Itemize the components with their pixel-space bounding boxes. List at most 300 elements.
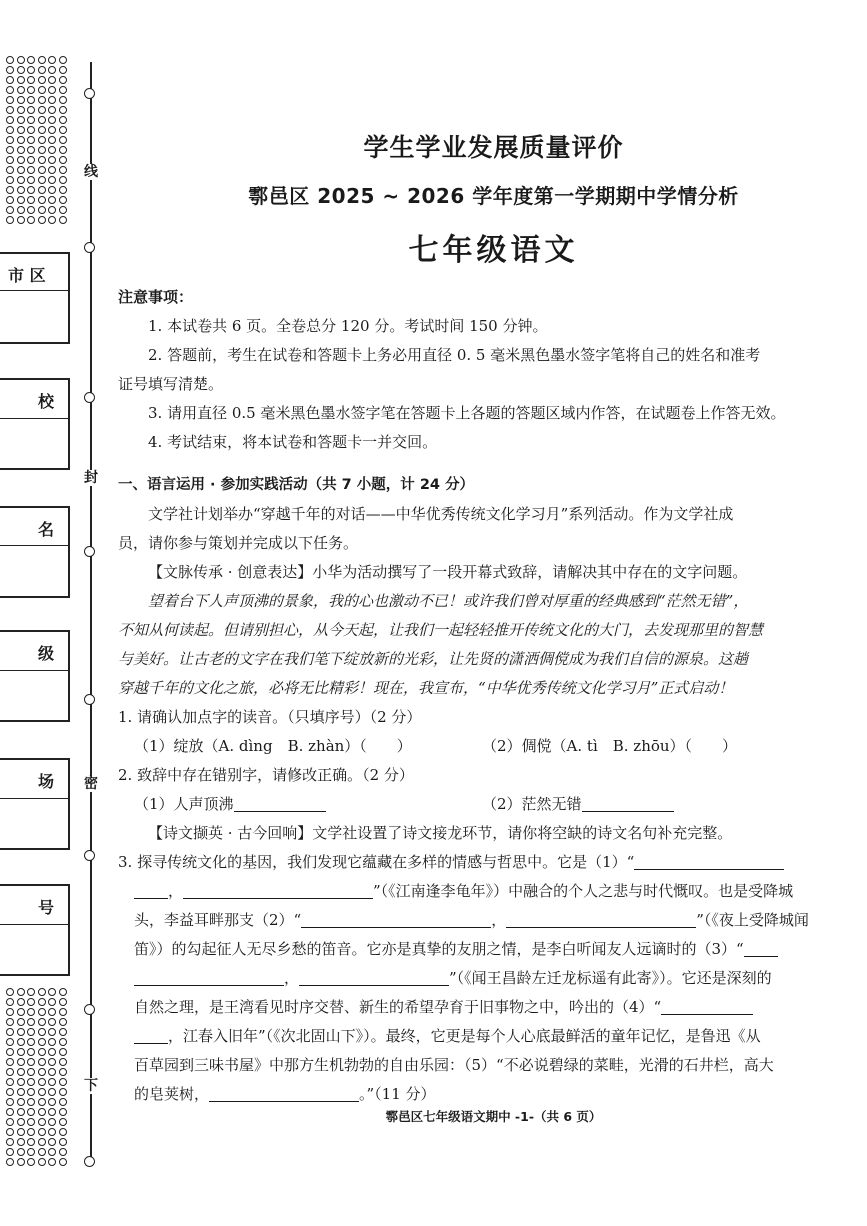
binding-dot [59,1008,67,1016]
binding-dot [59,1028,67,1036]
binding-dot [38,998,46,1006]
binding-dot [6,1148,14,1156]
binding-dot [6,988,14,996]
binding-dot [38,156,46,164]
binding-dot [17,126,25,134]
binding-dot [6,1018,14,1026]
q3-text: ， [284,969,300,987]
q3-text: 头，李益耳畔那支（2）“ [134,911,302,929]
binding-char-feng: 封 [84,470,98,486]
binding-dot [27,1078,35,1086]
binding-dot [27,186,35,194]
binding-dot [6,146,14,154]
answer-blank[interactable] [183,880,373,899]
binding-dot [38,1118,46,1126]
binding-dot [17,1128,25,1136]
binding-dot [27,206,35,214]
binding-dot [38,136,46,144]
binding-dot [17,1068,25,1076]
binding-dot [48,76,56,84]
binding-dot [38,166,46,174]
binding-circle [84,392,95,403]
binding-dot [38,1018,46,1026]
binding-dot [48,136,56,144]
binding-dot [38,988,46,996]
question-3-line [118,935,830,964]
binding-dot [38,1088,46,1096]
binding-dot [59,988,67,996]
q2-item-b [482,790,830,819]
binding-dot [27,988,35,996]
binding-dot [48,96,56,104]
question-3-line [118,848,830,877]
binding-dot [17,1158,25,1166]
q3-text: ， [491,911,507,929]
binding-dot [48,86,56,94]
binding-circle [84,1004,95,1015]
speech-line: 与美好。让古老的文字在我们笔下绽放新的光彩，让先贤的潇洒倜傥成为我们自信的源泉。这趟 [118,650,749,668]
binding-circle [84,546,95,557]
binding-dot [17,1118,25,1126]
subject-title: 七年级语文 [408,233,579,268]
binding-dot [59,1108,67,1116]
binding-dot [27,1048,35,1056]
binding-dot-pattern-top [6,56,68,225]
box-divider [0,290,70,291]
binding-dot [38,1158,46,1166]
binding-dot [27,1098,35,1106]
binding-dot [17,186,25,194]
binding-dot [48,1078,56,1086]
binding-circle [84,1156,95,1167]
notes-heading: 注意事项： [118,288,194,306]
binding-dot [38,1068,46,1076]
binding-dot [6,1078,14,1086]
binding-dot [48,1018,56,1026]
q1-option-a[interactable]: （1）绽放（A. dìng B. zhàn）（ ） [134,737,412,755]
binding-dot [6,126,14,134]
notes-item: 证号填写清楚。 [118,375,224,393]
binding-dot [17,1138,25,1146]
binding-dot [27,998,35,1006]
binding-dot [59,106,67,114]
binding-dot [17,116,25,124]
binding-dot [27,1088,35,1096]
box-divider [0,924,70,925]
binding-dot [48,66,56,74]
binding-dot [6,96,14,104]
exam-room-box[interactable] [0,758,70,850]
binding-dot [27,126,35,134]
binding-dot [6,56,14,64]
box-divider [0,798,70,799]
binding-line [90,62,92,1162]
binding-dot [17,1028,25,1036]
binding-dot [27,176,35,184]
binding-dot [48,156,56,164]
city-district-label: 市 区 [8,266,46,285]
binding-dot [48,126,56,134]
binding-dot [38,1078,46,1086]
binding-dot [27,1158,35,1166]
binding-dot [48,1088,56,1096]
answer-blank[interactable] [661,996,753,1015]
binding-dot [6,196,14,204]
speech-line: 不知从何读起。但请别担心，从今天起，让我们一起轻轻推开传统文化的大门，去发现那里的智慧 [118,621,764,639]
binding-dot [17,1088,25,1096]
question-3-line [118,906,830,935]
binding-dot [27,1058,35,1066]
q2-item-a [134,790,482,819]
answer-blank[interactable] [134,967,284,986]
binding-dot [27,56,35,64]
binding-dot [48,1138,56,1146]
exam-content [118,283,830,1109]
q2-item-a-text: （1）人声顶沸 [134,795,234,813]
notes-item: 2. 答题前，考生在试卷和答题卡上务必用直径 0. 5 毫米黑色墨水签字笔将自己的姓名和准考 [148,346,761,364]
binding-dot [6,186,14,194]
notes-item: 4. 考试结束，将本试卷和答题卡一并交回。 [148,433,438,451]
binding-dot [6,1008,14,1016]
binding-dot [17,56,25,64]
q3-text: ”（《江南逢李龟年》）中融合的个人之悲与时代慨叹。也是受降城 [373,882,794,900]
binding-dot [6,1028,14,1036]
binding-dot [38,1098,46,1106]
binding-circle [84,850,95,861]
q3-text: 笛》）的勾起征人无尽乡愁的笛音。它亦是真挚的友朋之情，是李白听闻友人远谪时的（3）“ [134,940,744,958]
binding-dot [17,1148,25,1156]
q3-text: ”（《闻王昌龄左迁龙标遥有此寄》）。它还是深刻的 [449,969,772,987]
binding-dot [38,1128,46,1136]
exam-title: 学生学业发展质量评价 [363,133,624,162]
binding-dot [17,1008,25,1016]
binding-char-xia: 下 [84,1078,98,1094]
binding-dot [59,998,67,1006]
answer-blank[interactable] [301,909,491,928]
binding-dot [27,1148,35,1156]
binding-dot [6,1068,14,1076]
binding-dot [27,86,35,94]
binding-dot [27,146,35,154]
binding-char-xian: 线 [84,164,98,180]
binding-dot [59,1038,67,1046]
binding-dot [6,1088,14,1096]
speech-line: 望着台下人声顶沸的景象，我的心也激动不已！或许我们曾对厚重的经典感到“茫然无错”， [148,592,749,610]
binding-dot [59,1078,67,1086]
binding-dot [27,156,35,164]
question-2: 2. 致辞中存在错别字，请修改正确。（2 分） [118,766,414,784]
binding-dot [6,166,14,174]
binding-dot-pattern-bottom [6,988,68,1167]
binding-dot [48,206,56,214]
seat-number-box[interactable] [0,884,70,976]
binding-dot [6,1118,14,1126]
binding-dot [6,106,14,114]
binding-dot [59,1088,67,1096]
binding-dot [38,1148,46,1156]
binding-dot [59,66,67,74]
q3-text: 3. 探寻传统文化的基因，我们发现它蕴藏在多样的情感与哲思中。它是（1）“ [118,853,635,871]
binding-dot [27,116,35,124]
binding-dot [6,216,14,224]
binding-dot [17,106,25,114]
task-heading: 【诗文撷英 · 古今回响】文学社设置了诗文接龙环节，请你将空缺的诗文名句补充完整。 [148,824,733,842]
binding-dot [59,156,67,164]
binding-dot [17,1058,25,1066]
q1-option-b[interactable]: （2）倜傥（A. tì B. zhōu）（ ） [482,737,738,755]
binding-dot [38,1008,46,1016]
binding-dot [59,136,67,144]
binding-dot [59,1048,67,1056]
binding-dot [48,186,56,194]
school-box[interactable] [0,378,70,470]
q3-text: 。”（11 分） [359,1085,436,1103]
binding-dot [59,86,67,94]
binding-dot [17,156,25,164]
binding-dot [48,1158,56,1166]
binding-dot [27,1038,35,1046]
binding-dot [38,66,46,74]
binding-dot [38,1058,46,1066]
binding-dot [17,96,25,104]
exam-room-label: 场 [38,772,55,791]
answer-blank[interactable] [134,1025,168,1044]
binding-dot [59,56,67,64]
binding-dot [38,1038,46,1046]
binding-dot [6,206,14,214]
binding-dot [27,76,35,84]
binding-dot [38,186,46,194]
binding-dot [48,56,56,64]
q3-text: ，江春入旧年”（《次北固山下》）。最终，它更是每个人心底最鲜活的童年记忆，是鲁迅《从 [168,1027,761,1045]
binding-dot [17,988,25,996]
binding-dot [48,146,56,154]
binding-dot [59,1098,67,1106]
binding-dot [38,106,46,114]
binding-dot [48,1068,56,1076]
binding-dot [38,1048,46,1056]
binding-dot [38,1108,46,1116]
binding-dot [6,1158,14,1166]
binding-dot [17,146,25,154]
binding-dot [17,196,25,204]
binding-dot [27,166,35,174]
binding-dot [27,66,35,74]
binding-dot [59,146,67,154]
binding-dot [27,216,35,224]
binding-dot [27,1028,35,1036]
school-label: 校 [38,392,55,411]
seat-number-label: 号 [38,898,55,917]
question-3-line [118,877,830,906]
task-heading: 【文脉传承 · 创意表达】小华为活动撰写了一段开幕式致辞，请解决其中存在的文字问题。 [148,563,748,581]
binding-dot [17,1048,25,1056]
question-3-line: 百草园到三味书屋》中那方生机勃勃的自由乐园：（5）“不必说碧绿的菜畦，光滑的石井栏，高大 [134,1056,774,1074]
binding-dot [48,988,56,996]
box-divider [0,545,70,546]
binding-dot [27,136,35,144]
binding-dot [27,1008,35,1016]
binding-dot [17,66,25,74]
binding-dot [48,1058,56,1066]
answer-blank[interactable] [299,967,449,986]
grade-box[interactable] [0,630,70,722]
binding-dot [27,1068,35,1076]
name-box[interactable] [0,506,70,598]
binding-dot [6,66,14,74]
binding-dot [48,196,56,204]
answer-blank[interactable] [582,793,674,812]
binding-dot [48,176,56,184]
binding-dot [17,216,25,224]
binding-dot [48,1048,56,1056]
binding-dot [27,1138,35,1146]
binding-dot [48,1098,56,1106]
binding-char-mi: 密 [84,776,98,792]
binding-dot [59,196,67,204]
binding-dot [6,76,14,84]
binding-dot [59,1118,67,1126]
binding-dot [38,206,46,214]
binding-dot [6,1058,14,1066]
notes-item: 3. 请用直径 0.5 毫米黑色墨水签字笔在答题卡上各题的答题区域内作答，在试题卷上作答无效。 [148,404,786,422]
binding-dot [48,1028,56,1036]
question-3-line [118,1080,830,1109]
binding-dot [17,176,25,184]
binding-dot [59,116,67,124]
binding-dot [6,1048,14,1056]
answer-blank[interactable] [634,851,784,870]
binding-dot [48,1128,56,1136]
intro-text: 员，请你参与策划并完成以下任务。 [118,534,359,552]
binding-dot [6,86,14,94]
binding-dot [48,1038,56,1046]
binding-dot [6,136,14,144]
binding-dot [6,1128,14,1136]
q3-text: 自然之理，是王湾看见时序交替、新生的希望孕育于旧事物之中，吟出的（4）“ [134,998,662,1016]
binding-dot [38,146,46,154]
binding-dot [17,1018,25,1026]
binding-dot [38,56,46,64]
binding-circle [84,242,95,253]
binding-dot [27,106,35,114]
binding-dot [17,1108,25,1116]
binding-dot [59,206,67,214]
binding-dot [59,1138,67,1146]
binding-dot [6,998,14,1006]
question-3-line [118,1022,830,1051]
binding-dot [6,1138,14,1146]
binding-dot [38,216,46,224]
binding-dot [6,156,14,164]
binding-dot [48,106,56,114]
binding-dot [48,166,56,174]
q3-text: ”（《夜上受降城闻 [696,911,809,929]
binding-dot [48,1148,56,1156]
binding-dot [17,166,25,174]
binding-dot [27,1118,35,1126]
binding-dot [48,1108,56,1116]
binding-dot [59,1148,67,1156]
binding-dot [48,1008,56,1016]
binding-dot [17,136,25,144]
notes-item: 1. 本试卷共 6 页。全卷总分 120 分。考试时间 150 分钟。 [148,317,548,335]
binding-dot [17,206,25,214]
binding-dot [48,998,56,1006]
binding-dot [59,1158,67,1166]
binding-dot [38,96,46,104]
binding-dot [48,1118,56,1126]
binding-circle [84,694,95,705]
binding-dot [6,116,14,124]
binding-dot [38,176,46,184]
box-divider [0,670,70,671]
question-3-line [118,964,830,993]
binding-dot [17,86,25,94]
binding-dot [38,116,46,124]
q2-item-b-text: （2）茫然无错 [482,795,582,813]
binding-dot [48,216,56,224]
answer-blank[interactable] [134,880,168,899]
binding-dot [27,96,35,104]
binding-dot [38,76,46,84]
binding-dot [17,998,25,1006]
binding-dot [38,86,46,94]
intro-text: 文学社计划举办“穿越千年的对话——中华优秀传统文化学习月”系列活动。作为文学社成 [148,505,734,523]
speech-line: 穿越千年的文化之旅，必将无比精彩！现在，我宣布，“中华优秀传统文化学习月”正式启动！ [118,679,734,697]
binding-dot [59,186,67,194]
binding-dot [59,126,67,134]
binding-dot [59,96,67,104]
binding-dot [59,1018,67,1026]
binding-dot [38,1138,46,1146]
binding-dot [6,1038,14,1046]
binding-dot [6,1108,14,1116]
binding-dot [6,1098,14,1106]
box-divider [0,418,70,419]
binding-dot [59,216,67,224]
binding-dot [27,196,35,204]
grade-label: 级 [38,644,55,663]
binding-dot [59,1068,67,1076]
binding-dot [59,166,67,174]
binding-dot [59,1128,67,1136]
binding-dot [6,176,14,184]
question-2-items [118,790,830,819]
section-heading: 一、语言运用 · 参加实践活动（共 7 小题，计 24 分） [118,477,475,493]
binding-dot [59,1058,67,1066]
binding-dot [38,126,46,134]
answer-blank[interactable] [209,1083,359,1102]
binding-circle [84,88,95,99]
q3-text: ， [168,882,184,900]
binding-dot [59,176,67,184]
answer-blank[interactable] [744,938,778,957]
binding-dot [17,1098,25,1106]
binding-dot [59,76,67,84]
question-1: 1. 请确认加点字的读音。（只填序号）（2 分） [118,708,422,726]
answer-blank[interactable] [506,909,696,928]
binding-dot [38,1028,46,1036]
binding-dot [17,76,25,84]
binding-dot [38,196,46,204]
answer-blank[interactable] [234,793,326,812]
page-footer: 鄠邑区七年级语文期中 -1-（共 6 页） [385,1109,602,1124]
binding-dot [27,1108,35,1116]
binding-dot [17,1078,25,1086]
q3-text: 的皂荚树， [134,1085,210,1103]
binding-dot [27,1128,35,1136]
